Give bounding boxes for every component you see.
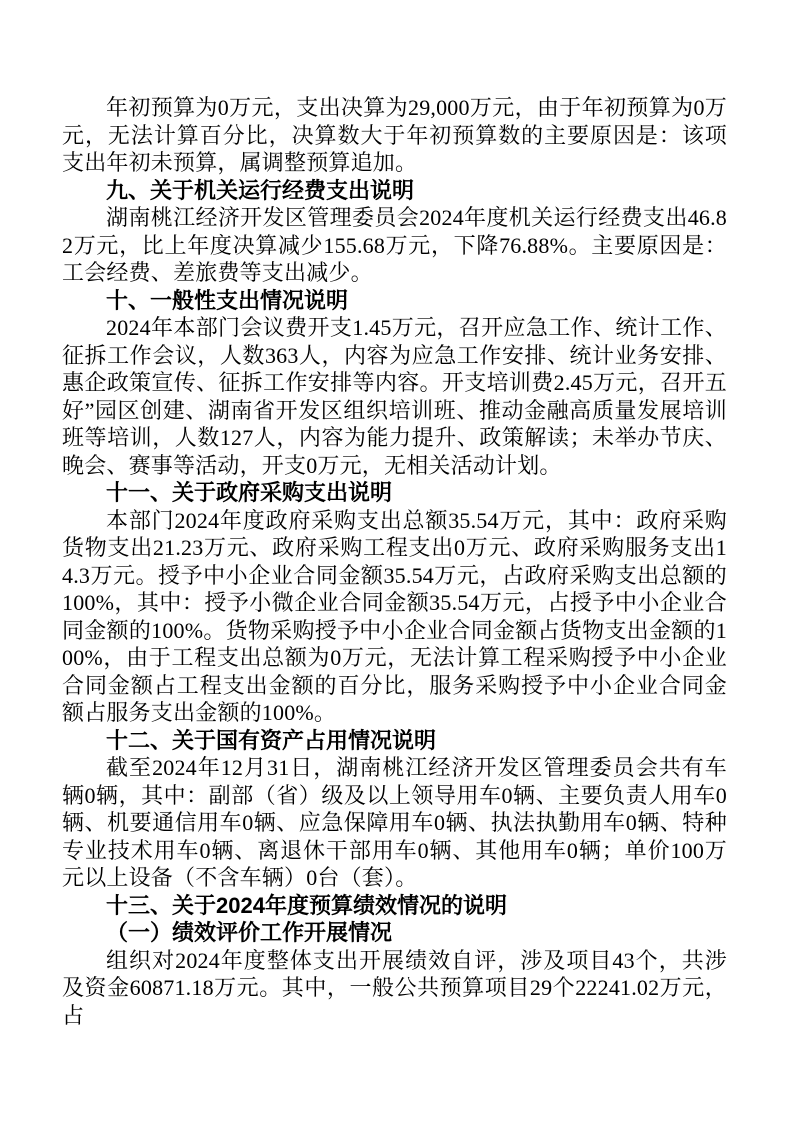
paragraph-performance-evaluation-detail: 组织对2024年度整体支出开展绩效自评，涉及项目43个，共涉及资金60871.18万元。其中，一般公共预算项目29个22241.02万元，占 [62,947,727,1028]
document-content [62,94,727,1029]
paragraph-state-owned-assets-detail: 截至2024年12月31日，湖南桃江经济开发区管理委员会共有车辆0辆，其中：副部（省）级及以上领导用车0辆、主要负责人用车0辆、机要通信用车0辆、应急保障用车0辆、执法执勤用车0辆、特种专业技术用车0辆、离退休干部用车0辆、其他用车0辆；单价100万元以上设备（不含车辆）0台（套）。 [62,755,727,890]
paragraph-government-procurement-detail: 本部门2024年度政府采购支出总额35.54万元，其中：政府采购货物支出21.23万元、政府采购工程支出0万元、政府采购服务支出14.3万元。授予中小企业合同金额35.54万元，占政府采购支出总额的100%，其中：授予小微企业合同金额35.54万元，占授予中小企业合同金额的100%。货物采购授予中小企业合同金额占货物支出金额的100%，由于工程支出总额为0万元，无法计算工程采购授予中小企业合同金额占工程支出金额的百分比，服务采购授予中小企业合同金额占服务支出金额的100%。 [62,507,727,725]
heading-section-13-budget-performance: 十三、关于2024年度预算绩效情况的说明 [106,892,507,918]
paragraph-general-expenditure-detail: 2024年本部门会议费开支1.45万元，召开应急工作、统计工作、征拆工作会议，人数363人，内容为应急工作安排、统计业务安排、惠企政策宣传、征拆工作安排等内容。开支培训费2.45万元，召开五好”园区创建、湖南省开发区组织培训班、推动金融高质量发展培训班等培训，人数127人，内容为能力提升、政策解读；未举办节庆、晚会、赛事等活动，开支0万元，无相关活动计划。 [62,315,727,478]
paragraph-budget-adjustment-note: 年初预算为0万元，支出决算为29,000万元，由于年初预算为0万元，无法计算百分比，决算数大于年初预算数的主要原因是：该项支出年初未预算，属调整预算追加。 [62,95,727,175]
heading-section-12-state-owned-assets: 十二、关于国有资产占用情况说明 [106,727,437,753]
heading-subsection-1-performance-evaluation: （一）绩效评价工作开展情况 [106,920,393,945]
heading-section-10-general-expenditure: 十、一般性支出情况说明 [106,287,349,313]
paragraph-operating-expenses-detail: 湖南桃江经济开发区管理委员会2024年度机关运行经费支出46.82万元，比上年度决算减少155.68万元，下降76.88%。主要原因是：工会经费、差旅费等支出减少。 [62,205,727,285]
heading-section-11-government-procurement: 十一、关于政府采购支出说明 [106,480,393,505]
heading-section-9-operating-expenses: 九、关于机关运行经费支出说明 [106,177,415,203]
